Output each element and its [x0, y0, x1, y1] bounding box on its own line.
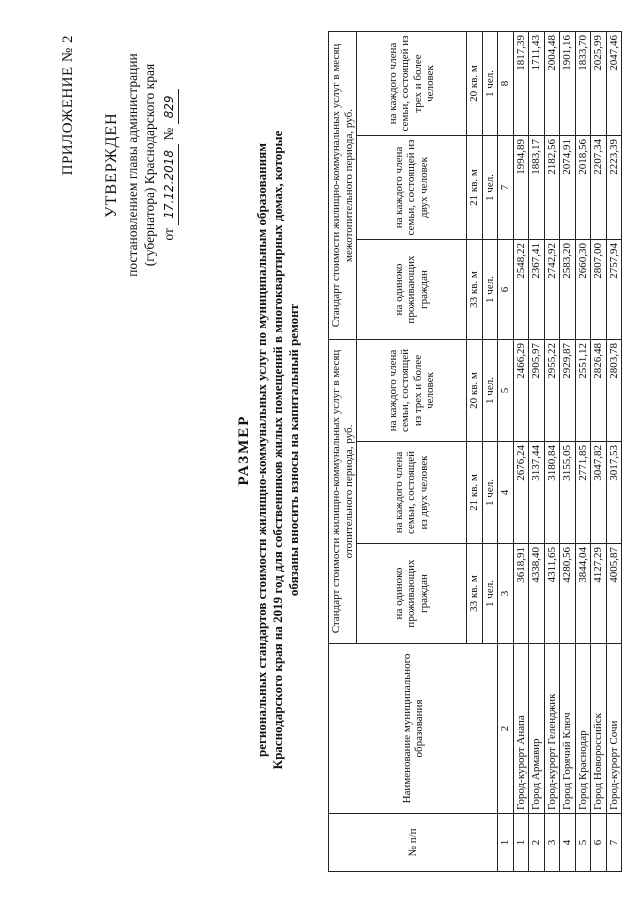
heating-single-value: 4280,56 [560, 544, 576, 644]
heating-two-value: 3180,84 [544, 442, 560, 544]
heating-two-value: 3047,82 [591, 442, 607, 544]
header-municipality: Наименование муниципального образования [329, 644, 498, 814]
header-area: 20 кв. м [467, 32, 483, 136]
heating-two-value: 2676,24 [513, 442, 529, 544]
table-row [560, 32, 576, 872]
column-number: 1 [498, 814, 514, 872]
appendix-number: ПРИЛОЖЕНИЕ № 2 [60, 35, 76, 176]
header-area: 33 кв. м [467, 240, 483, 340]
approval-date-line [160, 15, 179, 315]
header-heating-two: на каждого члена семьи, состоящей из двух человек [357, 442, 467, 544]
heating-two-value: 3137,44 [529, 442, 545, 544]
column-number-row [498, 32, 514, 872]
column-number: 8 [498, 32, 514, 136]
row-number: 1 [513, 814, 529, 872]
nonheating-two-value: 2018,56 [575, 136, 591, 240]
heating-single-value: 3844,04 [575, 544, 591, 644]
heating-three-value: 2466,29 [513, 340, 529, 442]
nonheating-single-value: 2583,20 [560, 240, 576, 340]
heating-single-value: 4338,40 [529, 544, 545, 644]
date-prefix: от [161, 228, 176, 241]
nonheating-two-value: 1883,17 [529, 136, 545, 240]
row-number: 6 [591, 814, 607, 872]
row-number: 7 [606, 814, 622, 872]
nonheating-two-value: 2074,91 [560, 136, 576, 240]
municipality-name: Город-курорт Анапа [513, 644, 529, 814]
table-row [606, 32, 622, 872]
table-row [513, 32, 529, 872]
column-number: 5 [498, 340, 514, 442]
heating-three-value: 2929,87 [560, 340, 576, 442]
header-nonheating-two: на каждого члена семьи, состоящей из двух человек [357, 136, 467, 240]
nonheating-two-value: 2223,39 [606, 136, 622, 240]
heating-three-value: 2826,48 [591, 340, 607, 442]
heating-two-value: 3155,05 [560, 442, 576, 544]
table-row [575, 32, 591, 872]
nonheating-two-value: 1994,89 [513, 136, 529, 240]
header-per-person: 1 чел. [482, 136, 498, 240]
header-area: 21 кв. м [467, 136, 483, 240]
nonheating-single-value: 2757,94 [606, 240, 622, 340]
approval-date: 17.12.2018 [161, 144, 179, 225]
header-area: 21 кв. м [467, 442, 483, 544]
header-per-person: 1 чел. [482, 442, 498, 544]
nonheating-three-value: 1817,39 [513, 32, 529, 136]
nonheating-single-value: 2742,92 [544, 240, 560, 340]
municipality-name: Город-курорт Геленджик [544, 644, 560, 814]
nonheating-single-value: 2807,00 [591, 240, 607, 340]
row-number: 5 [575, 814, 591, 872]
standards-table [328, 31, 622, 872]
header-per-person: 1 чел. [482, 32, 498, 136]
municipality-name: Город Армавир [529, 644, 545, 814]
header-heating-single: на одиноко проживающих граждан [357, 544, 467, 644]
nonheating-two-value: 2207,34 [591, 136, 607, 240]
heating-single-value: 4127,29 [591, 544, 607, 644]
column-number: 3 [498, 544, 514, 644]
municipality-name: Город Краснодар [575, 644, 591, 814]
header-heating-three: на каждого члена семьи, состоящей из трех и более человек [357, 340, 467, 442]
title-main: РАЗМЕР [236, 414, 252, 486]
number-prefix: № [161, 127, 176, 141]
table-row [544, 32, 560, 872]
header-nonheating-three: на каждого члена семьи, состоящей из трех и более человек [357, 32, 467, 136]
heating-three-value: 2905,97 [529, 340, 545, 442]
row-number: 4 [560, 814, 576, 872]
nonheating-single-value: 2548,22 [513, 240, 529, 340]
header-area: 33 кв. м [467, 544, 483, 644]
title-line-3: обязаны вносить взносы на капитальный ремонт [286, 303, 301, 597]
municipality-name: Город-курорт Сочи [606, 644, 622, 814]
heating-three-value: 2551,12 [575, 340, 591, 442]
title-line-1: региональных стандартов стоимости жилищно-коммунальных услуг по муниципальным образованиям [254, 143, 269, 757]
nonheating-three-value: 1711,43 [529, 32, 545, 136]
column-number: 7 [498, 136, 514, 240]
header-per-person: 1 чел. [482, 544, 498, 644]
approval-line-1: постановлением главы администрации [125, 53, 140, 277]
nonheating-two-value: 2182,56 [544, 136, 560, 240]
heating-two-value: 3017,53 [606, 442, 622, 544]
heating-three-value: 2955,22 [544, 340, 560, 442]
heating-single-value: 4311,65 [544, 544, 560, 644]
standards-table-wrapper [328, 32, 622, 872]
header-area: 20 кв. м [467, 340, 483, 442]
table-row [529, 32, 545, 872]
heating-single-value: 4005,87 [606, 544, 622, 644]
approved-heading: УТВЕРЖДЕН [103, 112, 120, 218]
municipality-name: Город Горячий Ключ [560, 644, 576, 814]
nonheating-three-value: 1833,70 [575, 32, 591, 136]
nonheating-single-value: 2660,30 [575, 240, 591, 340]
row-number: 2 [529, 814, 545, 872]
header-per-person: 1 чел. [482, 240, 498, 340]
header-no: № п/п [329, 814, 498, 872]
nonheating-three-value: 2004,48 [544, 32, 560, 136]
column-number: 6 [498, 240, 514, 340]
municipality-name: Город Новороссийск [591, 644, 607, 814]
nonheating-three-value: 1901,16 [560, 32, 576, 136]
approval-line-2: (губернатора) Краснодарского края [142, 63, 157, 267]
column-number: 2 [498, 644, 514, 814]
column-number: 4 [498, 442, 514, 544]
nonheating-three-value: 2025,99 [591, 32, 607, 136]
row-number: 3 [544, 814, 560, 872]
header-nonheating-single: на одиноко проживающих граждан [357, 240, 467, 340]
header-heating-period: Стандарт стоимости жилищно-коммунальных услуг в месяц отопительного периода, руб. [329, 340, 357, 644]
heating-three-value: 2803,78 [606, 340, 622, 442]
table-row [591, 32, 607, 872]
header-per-person: 1 чел. [482, 340, 498, 442]
approval-block [60, 15, 179, 315]
heating-single-value: 3618,91 [513, 544, 529, 644]
heating-two-value: 2771,85 [575, 442, 591, 544]
nonheating-three-value: 2047,46 [606, 32, 622, 136]
header-nonheating-period: Стандарт стоимости жилищно-коммунальных услуг в месяц межотопительного периода, руб. [329, 32, 357, 340]
title-line-2: Краснодарского края на 2019 год для собственников жилых помещений в многоквартирных домах, которые [270, 130, 285, 770]
approval-number: 829 [161, 89, 179, 124]
document-title [236, 35, 302, 865]
nonheating-single-value: 2367,41 [529, 240, 545, 340]
